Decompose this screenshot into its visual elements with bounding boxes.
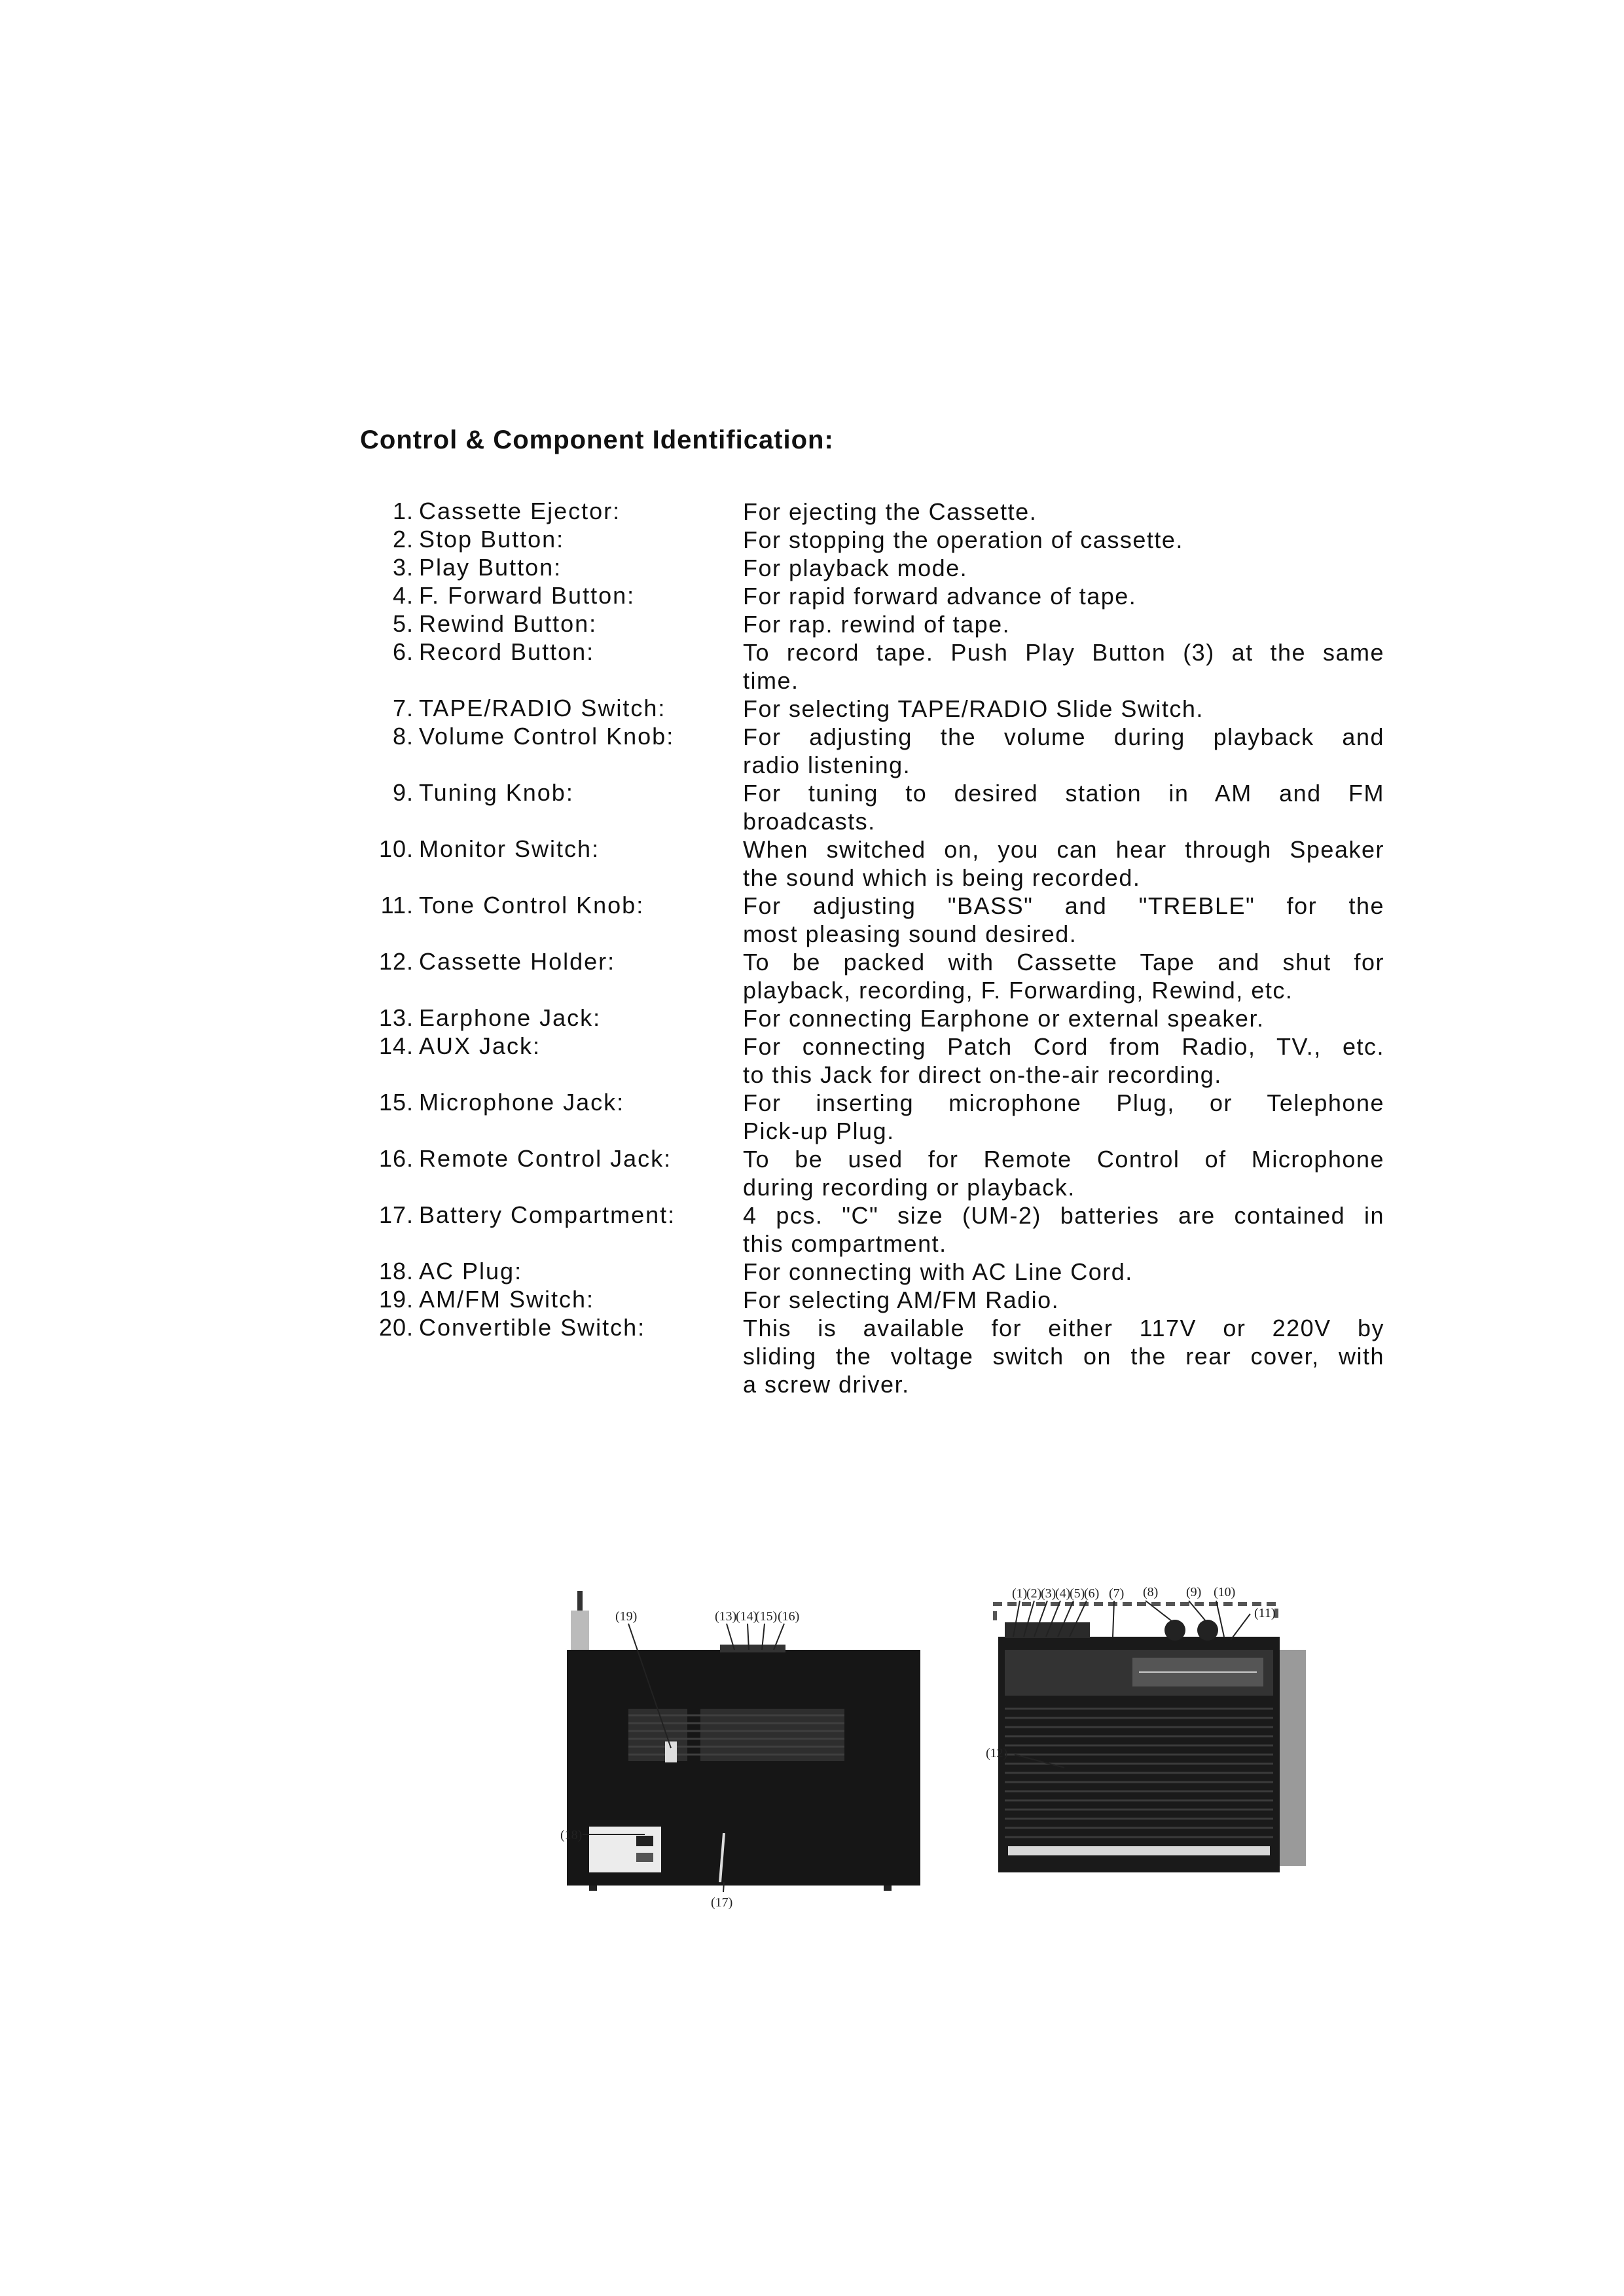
item-label: F. Forward Button:: [419, 582, 636, 609]
callout-5: (5): [1070, 1586, 1085, 1601]
item-number: 1.: [392, 498, 414, 524]
description-line: For adjusting the volume during playback and: [743, 723, 1384, 750]
item-description: [743, 1258, 1384, 1286]
description-line: For ejecting the Cassette.: [743, 498, 1038, 525]
item-description: [743, 1089, 1384, 1145]
description-line: To record tape. Push Play Button (3) at the same: [743, 639, 1384, 666]
callout-12: (12): [986, 1746, 1008, 1760]
callout-9: (9): [1186, 1585, 1202, 1599]
item-number: 15.: [378, 1089, 414, 1116]
description-line: during recording or playback.: [743, 1174, 1075, 1201]
item-number: 12.: [378, 948, 414, 975]
description-line: Pick-up Plug.: [743, 1118, 895, 1144]
item-number: 7.: [392, 695, 414, 721]
item-description: [743, 723, 1384, 779]
callout-14: (14): [736, 1609, 758, 1624]
callout-1: (1): [1012, 1586, 1028, 1601]
description-line: To be packed with Cassette Tape and shut for: [743, 949, 1384, 975]
description-line: the sound which is being recorded.: [743, 864, 1141, 891]
item-label: Remote Control Jack:: [419, 1145, 672, 1172]
item-number: 2.: [392, 526, 414, 553]
item-description: [743, 695, 1384, 723]
item-description: [743, 638, 1384, 695]
item-description: [743, 1004, 1384, 1032]
description-line: playback, recording, F. Forwarding, Rewind, etc.: [743, 977, 1293, 1004]
callout-16: (16): [778, 1609, 800, 1624]
item-description: [743, 892, 1384, 948]
description-line: This is available for either 117V or 220V by: [743, 1315, 1384, 1341]
item-label: Stop Button:: [419, 526, 565, 553]
description-line: most pleasing sound desired.: [743, 920, 1077, 947]
item-label: Earphone Jack:: [419, 1004, 602, 1031]
description-line: For playback mode.: [743, 555, 968, 581]
item-number: 19.: [378, 1286, 414, 1313]
item-description: [743, 582, 1384, 610]
description-line: For connecting Earphone or external speaker.: [743, 1005, 1265, 1032]
item-label: Monitor Switch:: [419, 835, 600, 862]
description-line: this compartment.: [743, 1230, 947, 1257]
description-line: For selecting AM/FM Radio.: [743, 1286, 1060, 1313]
callout-4: (4): [1055, 1586, 1071, 1601]
description-line: For connecting with AC Line Cord.: [743, 1258, 1133, 1285]
description-line: a screw driver.: [743, 1371, 910, 1398]
callout-8: (8): [1143, 1585, 1159, 1599]
item-number: 6.: [392, 638, 414, 665]
item-number: 13.: [378, 1004, 414, 1031]
description-line: For connecting Patch Cord from Radio, TV., etc.: [743, 1033, 1384, 1060]
item-number: 10.: [378, 835, 414, 862]
item-label: AM/FM Switch:: [419, 1286, 595, 1313]
callout-13: (13): [715, 1609, 737, 1624]
item-number: 4.: [392, 582, 414, 609]
callout-19-rear: (19): [615, 1609, 638, 1624]
item-number: 20.: [378, 1314, 414, 1341]
item-description: [743, 835, 1384, 892]
callout-11: (11): [1254, 1606, 1276, 1620]
item-label: Convertible Switch:: [419, 1314, 646, 1341]
description-line: broadcasts.: [743, 808, 876, 835]
item-description: [743, 1145, 1384, 1201]
description-line: For selecting TAPE/RADIO Slide Switch.: [743, 695, 1204, 722]
description-line: For inserting microphone Plug, or Telephone: [743, 1089, 1384, 1116]
callout-17: (17): [711, 1895, 733, 1910]
item-number: 8.: [392, 723, 414, 750]
item-number: 5.: [392, 610, 414, 637]
item-number: 9.: [392, 779, 414, 806]
item-number: 16.: [378, 1145, 414, 1172]
front-view-figure: [949, 1578, 1316, 1905]
item-description: [743, 1286, 1384, 1314]
item-label: Rewind Button:: [419, 610, 598, 637]
description-line: For stopping the operation of cassette.: [743, 526, 1183, 553]
item-description: [743, 498, 1384, 526]
item-number: 11.: [380, 892, 414, 919]
description-line: time.: [743, 667, 799, 694]
callout-6: (6): [1084, 1586, 1100, 1601]
item-label: Record Button:: [419, 638, 595, 665]
item-label: Cassette Holder:: [419, 948, 616, 975]
description-line: For rapid forward advance of tape.: [743, 583, 1137, 610]
description-line: For tuning to desired station in AM and FM: [743, 780, 1384, 807]
callout-7: (7): [1109, 1586, 1125, 1601]
item-description: [743, 526, 1384, 554]
item-label: AC Plug:: [419, 1258, 523, 1285]
description-line: 4 pcs. "C" size (UM-2) batteries are contained in: [743, 1202, 1384, 1229]
rear-view-figure: [560, 1584, 929, 1925]
callout-18: (18): [560, 1828, 583, 1842]
description-line: sliding the voltage switch on the rear cover, with: [743, 1343, 1384, 1370]
description-line: To be used for Remote Control of Microphone: [743, 1146, 1384, 1173]
item-number: 3.: [392, 554, 414, 581]
item-label: Volume Control Knob:: [419, 723, 675, 750]
item-number: 14.: [378, 1032, 414, 1059]
item-description: [743, 610, 1384, 638]
item-label: Tuning Knob:: [419, 779, 574, 806]
description-line: For rap. rewind of tape.: [743, 611, 1011, 638]
callout-15: (15): [755, 1609, 778, 1624]
item-label: Tone Control Knob:: [419, 892, 645, 919]
item-label: Battery Compartment:: [419, 1201, 676, 1228]
callout-2: (2): [1026, 1586, 1042, 1601]
item-description: [743, 948, 1384, 1004]
description-line: When switched on, you can hear through Speaker: [743, 836, 1384, 863]
item-description: [743, 779, 1384, 835]
callout-3: (3): [1041, 1586, 1056, 1601]
item-description: [743, 1201, 1384, 1258]
page-title: Control & Component Identification:: [360, 426, 834, 454]
item-description: [743, 554, 1384, 582]
description-line: radio listening.: [743, 752, 911, 778]
item-label: Microphone Jack:: [419, 1089, 625, 1116]
callout-10: (10): [1214, 1585, 1236, 1599]
description-line: to this Jack for direct on-the-air recording.: [743, 1061, 1222, 1088]
item-number: 18.: [378, 1258, 414, 1285]
item-number: 17.: [378, 1201, 414, 1228]
description-line: For adjusting "BASS" and "TREBLE" for the: [743, 892, 1384, 919]
item-label: Play Button:: [419, 554, 562, 581]
item-label: TAPE/RADIO Switch:: [419, 695, 666, 721]
item-label: AUX Jack:: [419, 1032, 541, 1059]
item-label: Cassette Ejector:: [419, 498, 621, 524]
item-description: [743, 1314, 1384, 1398]
item-description: [743, 1032, 1384, 1089]
